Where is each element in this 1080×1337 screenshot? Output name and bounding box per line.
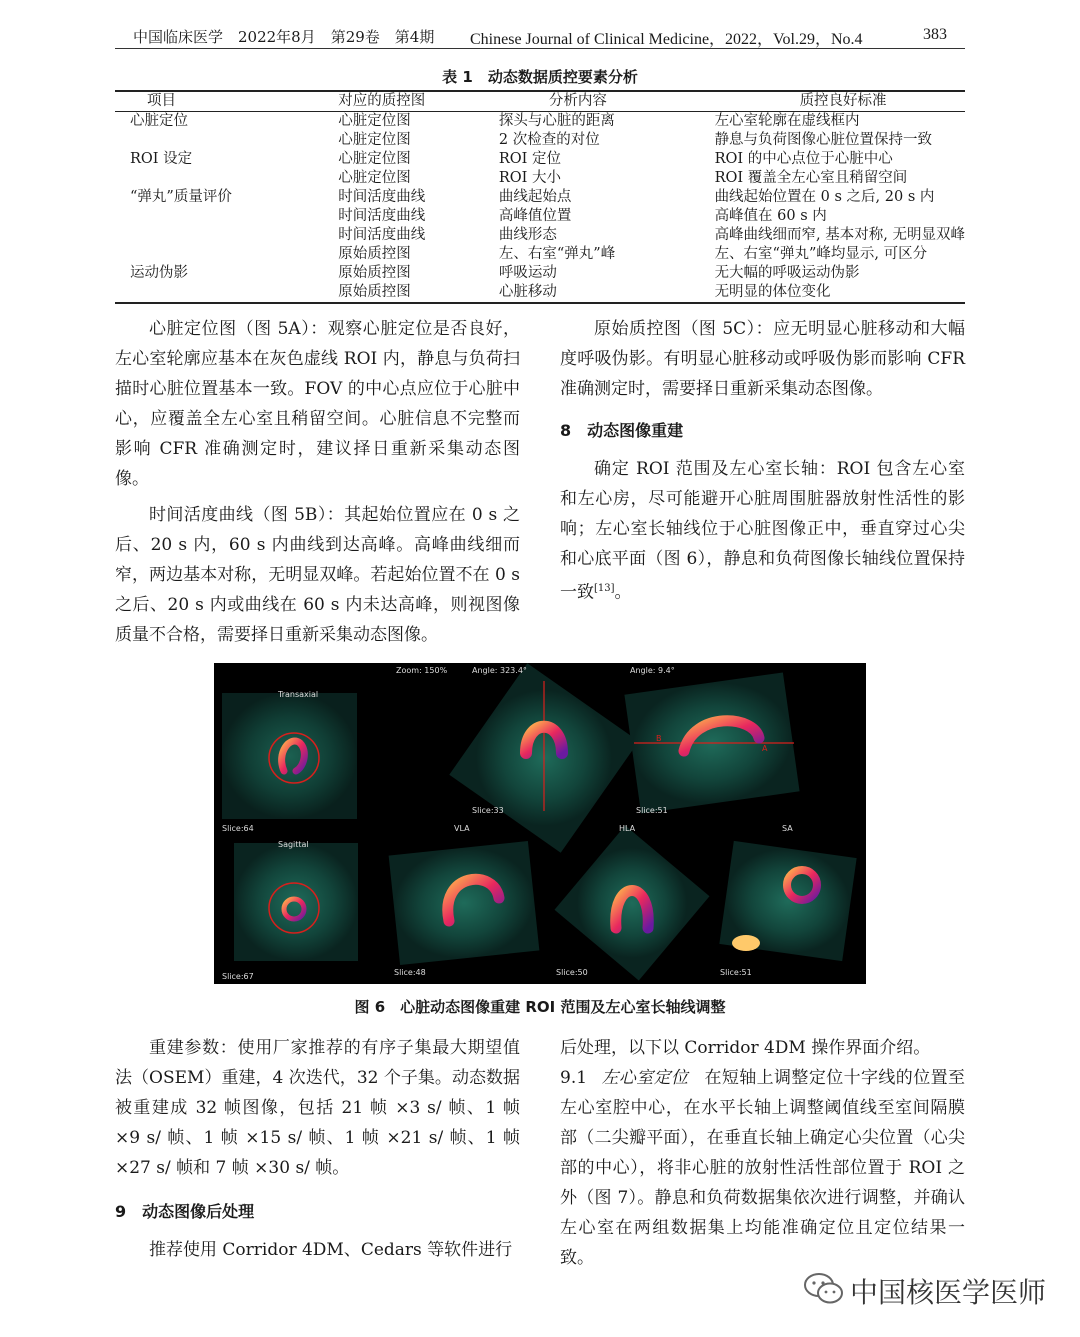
table-cell	[115, 226, 318, 245]
body-column-right-bottom	[560, 1033, 965, 1273]
table-row	[115, 188, 965, 207]
table-row	[115, 245, 965, 264]
paragraph	[560, 454, 965, 608]
view-label: Sagittal	[278, 840, 309, 849]
watermark-text: 中国核医学医师	[850, 1276, 1047, 1309]
slice-label: Slice:67	[222, 972, 254, 981]
section-heading-8: 8 动态图像重建	[560, 421, 684, 440]
paragraph: 心脏定位图（图 5A）：观察心脏定位是否良好，左心室轮廓应基本在灰色虚线 ROI 内，静息与负荷扫描时心脏位置基本一致。FOV 的中心点应位于心脏中心，应覆盖全左心室且稍留空间。心脏信息不完整而影响 CFR 准确测定时，建议择日重新采集动态图像。	[115, 319, 520, 489]
table-cell: 2 次检查的对位	[498, 132, 600, 148]
table-cell	[115, 207, 318, 226]
column-header: 分析内容	[499, 91, 715, 112]
table-cell: 呼吸运动	[498, 265, 557, 281]
paragraph: 原始质控图（图 5C）：应无明显心脏移动和大幅度呼吸伪影。有明显心脏移动或呼吸伪影而影响 CFR 准确测定时，需要择日重新采集动态图像。	[560, 319, 965, 399]
page-number: 383	[923, 26, 947, 43]
angle-label: Angle: 9.4°	[630, 666, 675, 675]
view-label: Transaxial	[278, 690, 319, 699]
table-cell: 高峰值位置	[498, 208, 572, 224]
subsection-number: 9.1	[560, 1068, 588, 1088]
table-header-row	[115, 91, 965, 112]
table-cell: ROI 设定	[130, 151, 193, 167]
zoom-label: Zoom: 150%	[396, 666, 448, 675]
table-row	[115, 131, 965, 150]
angle-label: Angle: 323.4°	[472, 666, 527, 675]
paragraph: 重建参数：使用厂家推荐的有序子集最大期望值法（OSEM）重建，4 次迭代，32 个子集。动态数据被重建成 32 帧图像，包括 21 帧 ×3 s/ 帧、1 帧 ×9 s/ 帧、1 帧 ×15 s/ 帧、1 帧 ×21 s/ 帧、1 帧 ×27 s/ 帧和 7 帧 ×30 s/ 帧。	[115, 1038, 520, 1178]
slice-label: Slice:51	[636, 806, 668, 815]
table-cell	[115, 131, 318, 150]
body-column-left-top	[115, 314, 520, 650]
subsection-9-1	[560, 1063, 965, 1273]
table-cell: 运动伪影	[130, 265, 188, 281]
axis-marker-label: B	[656, 734, 662, 743]
table-cell: 时间活度曲线	[338, 208, 426, 224]
table-cell: 高峰值在 60 s 内	[714, 208, 827, 224]
paragraph: 推荐使用 Corridor 4DM、Cedars 等软件进行	[149, 1240, 513, 1260]
table-cell: 曲线起始位置在 0 s 之后, 20 s 内	[714, 189, 935, 205]
table-cell: 心脏定位图	[338, 151, 411, 167]
subsection-title: 左心室定位	[601, 1068, 689, 1088]
figure-6-graphic	[214, 663, 866, 984]
table-cell: 曲线形态	[498, 227, 557, 243]
table-cell: ROI 覆盖全左心室且稍留空间	[714, 170, 908, 186]
journal-name-en: Chinese Journal of Clinical Medicine，2022，Vol.29，No.4	[470, 31, 863, 48]
header-rule	[115, 48, 965, 49]
qc-table	[115, 90, 965, 304]
body-column-right-top	[560, 314, 965, 608]
table-cell: 高峰曲线细而窄, 基本对称, 无明显双峰	[714, 227, 965, 243]
paragraph: 后处理，以下以 Corridor 4DM 操作界面介绍。	[560, 1038, 931, 1058]
table-cell: 时间活度曲线	[338, 227, 426, 243]
view-label: VLA	[454, 824, 470, 833]
table-row	[115, 169, 965, 188]
wechat-icon	[802, 1269, 846, 1309]
table-cell	[115, 245, 318, 264]
table-cell: 心脏移动	[499, 283, 715, 303]
axis-marker-label: A	[762, 744, 768, 753]
table-cell: 左心室轮廓在虚线框内	[714, 113, 860, 129]
table-cell	[115, 169, 318, 188]
body-column-left-bottom	[115, 1033, 520, 1265]
table-row	[115, 112, 965, 132]
table-cell: 心脏定位	[130, 113, 188, 129]
figure-caption: 图 6 心脏动态图像重建 ROI 范围及左心室长轴线调整	[354, 998, 726, 1016]
slice-label: Slice:64	[222, 824, 254, 833]
table-cell: 左、右室“弹丸”峰均显示, 可区分	[714, 246, 928, 262]
journal-issue: 中国临床医学 2022年8月 第29卷 第4期	[133, 28, 435, 46]
column-header: 项目	[115, 91, 318, 112]
table-cell: 原始质控图	[338, 246, 411, 262]
table-cell: 时间活度曲线	[338, 189, 426, 205]
table-row	[115, 264, 965, 283]
subsection-text: 在短轴上调整定位十字线的位置至左心室腔中心，在水平长轴上调整阈值线至室间隔膜部（二尖瓣平面），在垂直长轴上确定心尖位置（心尖部的中心），将非心脏的放射性活性部位置于 ROI 之外（图 7）。静息和负荷数据集依次进行调整，并确认左心室在两组数据集上均能准确定位且定位结果一致。	[560, 1068, 966, 1268]
table-cell: 原始质控图	[318, 283, 499, 303]
table-cell: 探头与心脏的距离	[498, 113, 615, 129]
table-cell: 心脏定位图	[338, 132, 411, 148]
table-cell: 心脏定位图	[338, 170, 411, 186]
table-cell: 无大幅的呼吸运动伪影	[714, 265, 860, 281]
table-cell: “弹丸”质量评价	[130, 189, 232, 205]
table-cell	[115, 283, 318, 303]
figure-6-image	[214, 663, 866, 984]
slice-label: Slice:51	[720, 968, 752, 977]
table-cell: 原始质控图	[338, 265, 411, 281]
watermark	[798, 1265, 1058, 1313]
table-cell: 静息与负荷图像心脏位置保持一致	[714, 132, 933, 148]
table-cell: ROI 的中心点位于心脏中心	[714, 151, 893, 167]
table-cell: ROI 大小	[498, 170, 562, 186]
column-header: 对应的质控图	[318, 91, 499, 112]
section-heading-9: 9 动态图像后处理	[115, 1202, 255, 1221]
table-row	[115, 150, 965, 169]
table-cell: 左、右室“弹丸”峰	[498, 246, 616, 262]
table-cell: 无明显的体位变化	[715, 283, 965, 303]
table-cell: ROI 定位	[498, 151, 562, 167]
table-caption: 表 1 动态数据质控要素分析	[442, 68, 638, 86]
column-header: 质控良好标准	[715, 91, 965, 112]
table-cell: 心脏定位图	[338, 113, 411, 129]
paragraph-end: 。	[614, 582, 632, 603]
citation: [13]	[594, 583, 615, 594]
slice-label: Slice:48	[394, 968, 426, 977]
paragraph: 时间活度曲线（图 5B）：其起始位置应在 0 s 之后、20 s 内，60 s 内曲线到达高峰。高峰曲线细而窄，两边基本对称，无明显双峰。若起始位置不在 0 s 之后、20 s 内或曲线在 60 s 内未达高峰，则视图像质量不合格，需要择日重新采集动态图像。	[115, 505, 520, 645]
view-label: HLA	[619, 824, 636, 833]
slice-label: Slice:33	[472, 806, 504, 815]
view-label: SA	[782, 824, 793, 833]
paragraph-text: 确定 ROI 范围及左心室长轴：ROI 包含左心室和左心房，尽可能避开心脏周围脏器放射性活性的影响；左心室长轴线位于心脏图像正中，垂直穿过心尖和心底平面（图 6），静息和负荷图像长轴线位置保持一致	[560, 459, 965, 603]
slice-label: Slice:50	[556, 968, 588, 977]
table-row	[115, 226, 965, 245]
table-row	[115, 283, 965, 303]
table-cell: 曲线起始点	[498, 189, 572, 205]
table-row	[115, 207, 965, 226]
